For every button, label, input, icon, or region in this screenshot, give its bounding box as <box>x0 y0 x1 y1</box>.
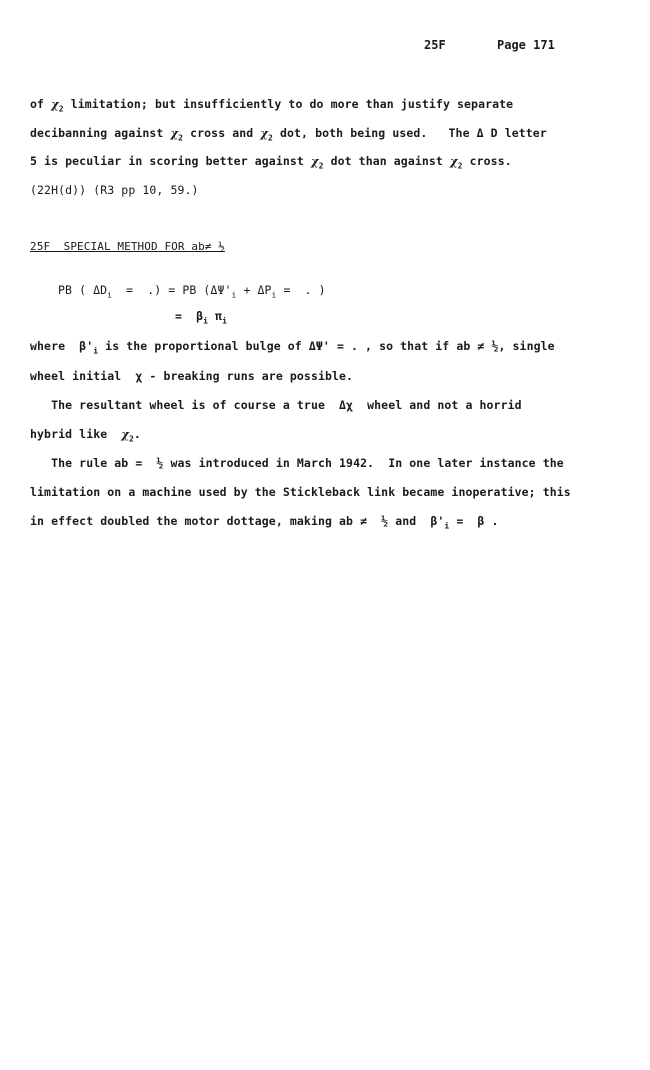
page-header <box>0 38 650 58</box>
section-number: 25F <box>424 38 446 52</box>
text-line-resultant: The resultant wheel is of course a true Δχ wheel and not a horrid <box>30 398 522 412</box>
text-line-2: decibanning against $\chi_2$ cross and $\chi_2$ dot, both being used. The Δ D letter <box>30 126 547 143</box>
text-line-1: of $\chi_2$ limitation; but insufficiently to do more than justify separate <box>30 97 514 114</box>
text-line-limitation: limitation on a machine used by the Stickleback link became inoperative; this <box>30 485 571 499</box>
text-line-rule: The rule ab = ½ was introduced in March 1942. In one later instance the <box>30 456 564 470</box>
section-heading: 25F SPECIAL METHOD FOR ab≠ ½ <box>30 240 225 253</box>
equation-1: PB ( $\Delta D_i$ = .) = PB ($\Delta\Psi'_i + \Delta P_i$ = . ) <box>58 283 326 300</box>
text-line-where: where $\beta'_i$ is the proportional bulge of ΔΨ' = . , so that if ab ≠ ½, single <box>30 339 555 356</box>
reference-line: (22H(d)) (R3 pp 10, 59.) <box>30 183 199 197</box>
text-line-hybrid: hybrid like $\chi_2$. <box>30 427 141 444</box>
equation-2: = $\beta_i$ $\pi_i$ <box>175 309 228 326</box>
text-line-3: 5 is peculiar in scoring better against $\chi_2$ dot than against $\chi_2$ cross. <box>30 154 512 171</box>
text-line-wheel: wheel initial χ - breaking runs are possible. <box>30 369 354 383</box>
page-number-label: Page 171 <box>497 38 555 52</box>
text-line-effect: in effect doubled the motor dottage, making ab ≠ ½ and $\beta'_i = \beta$ . <box>30 514 499 531</box>
